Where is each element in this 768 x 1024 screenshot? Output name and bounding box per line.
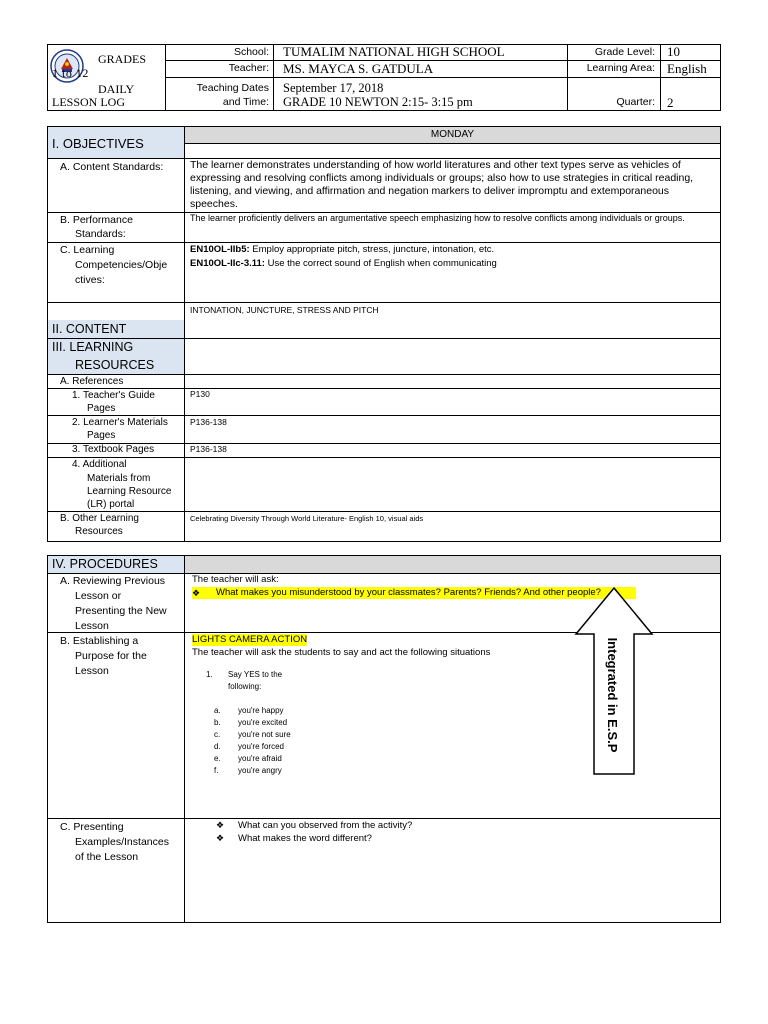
teacher-value: MS. MAYCA S. GATDULA xyxy=(283,61,434,76)
teachers-guide-label-2: Pages xyxy=(87,403,116,414)
situation-letter: b. xyxy=(214,718,221,727)
lesson-log-label: LESSON LOG xyxy=(52,95,126,109)
competency-2-text: Use the correct sound of English when communicating xyxy=(264,258,497,269)
resources-title-2: RESOURCES xyxy=(75,358,155,372)
other-resources-label-1: B. Other Learning xyxy=(60,513,139,524)
teachers-guide-label-1: 1. Teacher's Guide xyxy=(72,390,155,401)
learners-materials-label-2: Pages xyxy=(87,430,116,441)
presenting-label-3: of the Lesson xyxy=(75,851,139,863)
situation-text: you're angry xyxy=(238,766,282,775)
presenting-question-2: What makes the word different? xyxy=(238,833,372,844)
quarter-label: Quarter: xyxy=(616,96,655,108)
resources-title-1: III. LEARNING xyxy=(52,340,134,354)
additional-materials-label-2: Materials from xyxy=(87,473,151,484)
situation-text: you're happy xyxy=(238,706,284,715)
activity-title: LIGHTS CAMERA ACTION xyxy=(192,634,308,645)
school-label: School: xyxy=(233,46,269,58)
teacher-label: Teacher: xyxy=(228,62,269,74)
learning-area-label: Learning Area: xyxy=(586,62,655,74)
competency-1-text: Employ appropriate pitch, stress, juncture, intonation, etc. xyxy=(249,244,495,255)
competencies-label-3: ctives: xyxy=(75,274,105,286)
situation-letter: f. xyxy=(214,766,219,775)
content-text: INTONATION, JUNCTURE, STRESS AND PITCH xyxy=(190,305,379,315)
competencies-label-1: C. Learning xyxy=(60,244,115,256)
content-title: II. CONTENT xyxy=(52,322,127,336)
additional-materials-label-4: (LR) portal xyxy=(87,499,135,510)
other-resources-value: Celebrating Diversity Through World Literature- English 10, visual aids xyxy=(190,514,424,523)
grades-range: 1 to 12 xyxy=(52,66,89,80)
content-standards-label: A. Content Standards: xyxy=(60,161,164,173)
arrow-label: Integrated in E.S.P xyxy=(605,637,620,753)
situation-letter: c. xyxy=(214,730,221,739)
objectives-title: I. OBJECTIVES xyxy=(52,136,144,151)
presenting-question-1: What can you observed from the activity? xyxy=(238,820,413,831)
situation-text: you're forced xyxy=(238,742,284,751)
reviewing-label-3: Presenting the New xyxy=(75,605,167,617)
diamond-bullet-icon: ❖ xyxy=(216,820,225,830)
procedures-title: IV. PROCEDURES xyxy=(52,557,158,571)
establishing-label-3: Lesson xyxy=(75,665,109,677)
time-value: GRADE 10 NEWTON 2:15- 3:15 pm xyxy=(283,95,473,109)
activity-intro: The teacher will ask the students to say and act the following situations xyxy=(192,647,491,658)
content-standards-text: The learner demonstrates understanding of how world literatures and other text types serve as vehicles of expressing and resolving conflicts among individuals or groups; also how to use strategies in critical reading, listening, and viewing, and affirmation and negation markers to deliver impromptu and extemporaneous speeches. xyxy=(190,159,694,210)
procedures-header-fill xyxy=(185,556,720,573)
monday-header: MONDAY xyxy=(430,129,475,140)
reviewing-question-line xyxy=(192,587,636,599)
competency-2 xyxy=(190,258,497,270)
references-label: A. References xyxy=(60,376,124,387)
school-value: TUMALIM NATIONAL HIGH SCHOOL xyxy=(283,44,505,59)
competency-1 xyxy=(190,244,494,256)
presenting-label-2: Examples/Instances xyxy=(75,836,169,848)
establishing-label-1: B. Establishing a xyxy=(60,635,139,647)
performance-standards-label-2: Standards: xyxy=(75,228,126,240)
reviewing-question: What makes you misunderstood by your classmates? Parents? Friends? And other people? xyxy=(216,587,601,598)
situation-text: you're not sure xyxy=(238,730,291,739)
other-resources-label-2: Resources xyxy=(75,526,123,537)
quarter-value: 2 xyxy=(667,95,674,110)
activity-item-2: following: xyxy=(228,682,262,691)
textbook-pages-label: 3. Textbook Pages xyxy=(72,444,155,455)
competency-2-code: EN10OL-IIc-3.11: xyxy=(190,258,265,269)
performance-standards-label-1: B. Performance xyxy=(60,214,133,226)
reviewing-intro: The teacher will ask: xyxy=(192,574,279,585)
daily-label: DAILY xyxy=(98,82,135,96)
competencies-label-2: Competencies/Obje xyxy=(75,259,168,271)
competency-1-code: EN10OL-IIb5: xyxy=(190,244,250,255)
dates-label-2: and Time: xyxy=(222,96,269,108)
date-value: September 17, 2018 xyxy=(283,81,384,95)
learners-materials-value: P136-138 xyxy=(190,417,227,427)
situation-text: you're afraid xyxy=(238,754,282,763)
activity-number: 1. xyxy=(206,670,213,679)
dates-label-1: Teaching Dates xyxy=(196,82,269,94)
teachers-guide-value: P130 xyxy=(190,389,210,399)
establishing-label-2: Purpose for the xyxy=(75,650,147,662)
situation-text: you're excited xyxy=(238,718,288,727)
additional-materials-label-1: 4. Additional xyxy=(72,459,127,470)
situation-letter: e. xyxy=(214,754,221,763)
grade-level-value: 10 xyxy=(667,44,680,59)
grades-title: GRADES xyxy=(98,52,147,66)
situation-letter: d. xyxy=(214,742,221,751)
learners-materials-label-1: 2. Learner's Materials xyxy=(72,417,168,428)
reviewing-label-1: A. Reviewing Previous xyxy=(60,575,166,587)
activity-item-1: Say YES to the xyxy=(228,670,283,679)
diamond-bullet-icon: ❖ xyxy=(192,588,201,598)
performance-standards-text: The learner proficiently delivers an argumentative speech emphasizing how to resolve conflicts among individuals or groups. xyxy=(190,213,685,223)
grade-level-label: Grade Level: xyxy=(594,46,655,58)
textbook-pages-value: P136-138 xyxy=(190,444,227,454)
reviewing-label-2: Lesson or xyxy=(75,590,122,602)
learning-area-value: English xyxy=(667,61,707,76)
reviewing-label-4: Lesson xyxy=(75,620,109,632)
presenting-label-1: C. Presenting xyxy=(60,821,124,833)
diamond-bullet-icon: ❖ xyxy=(216,833,225,843)
additional-materials-label-3: Learning Resource xyxy=(87,486,172,497)
situation-letter: a. xyxy=(214,706,221,715)
